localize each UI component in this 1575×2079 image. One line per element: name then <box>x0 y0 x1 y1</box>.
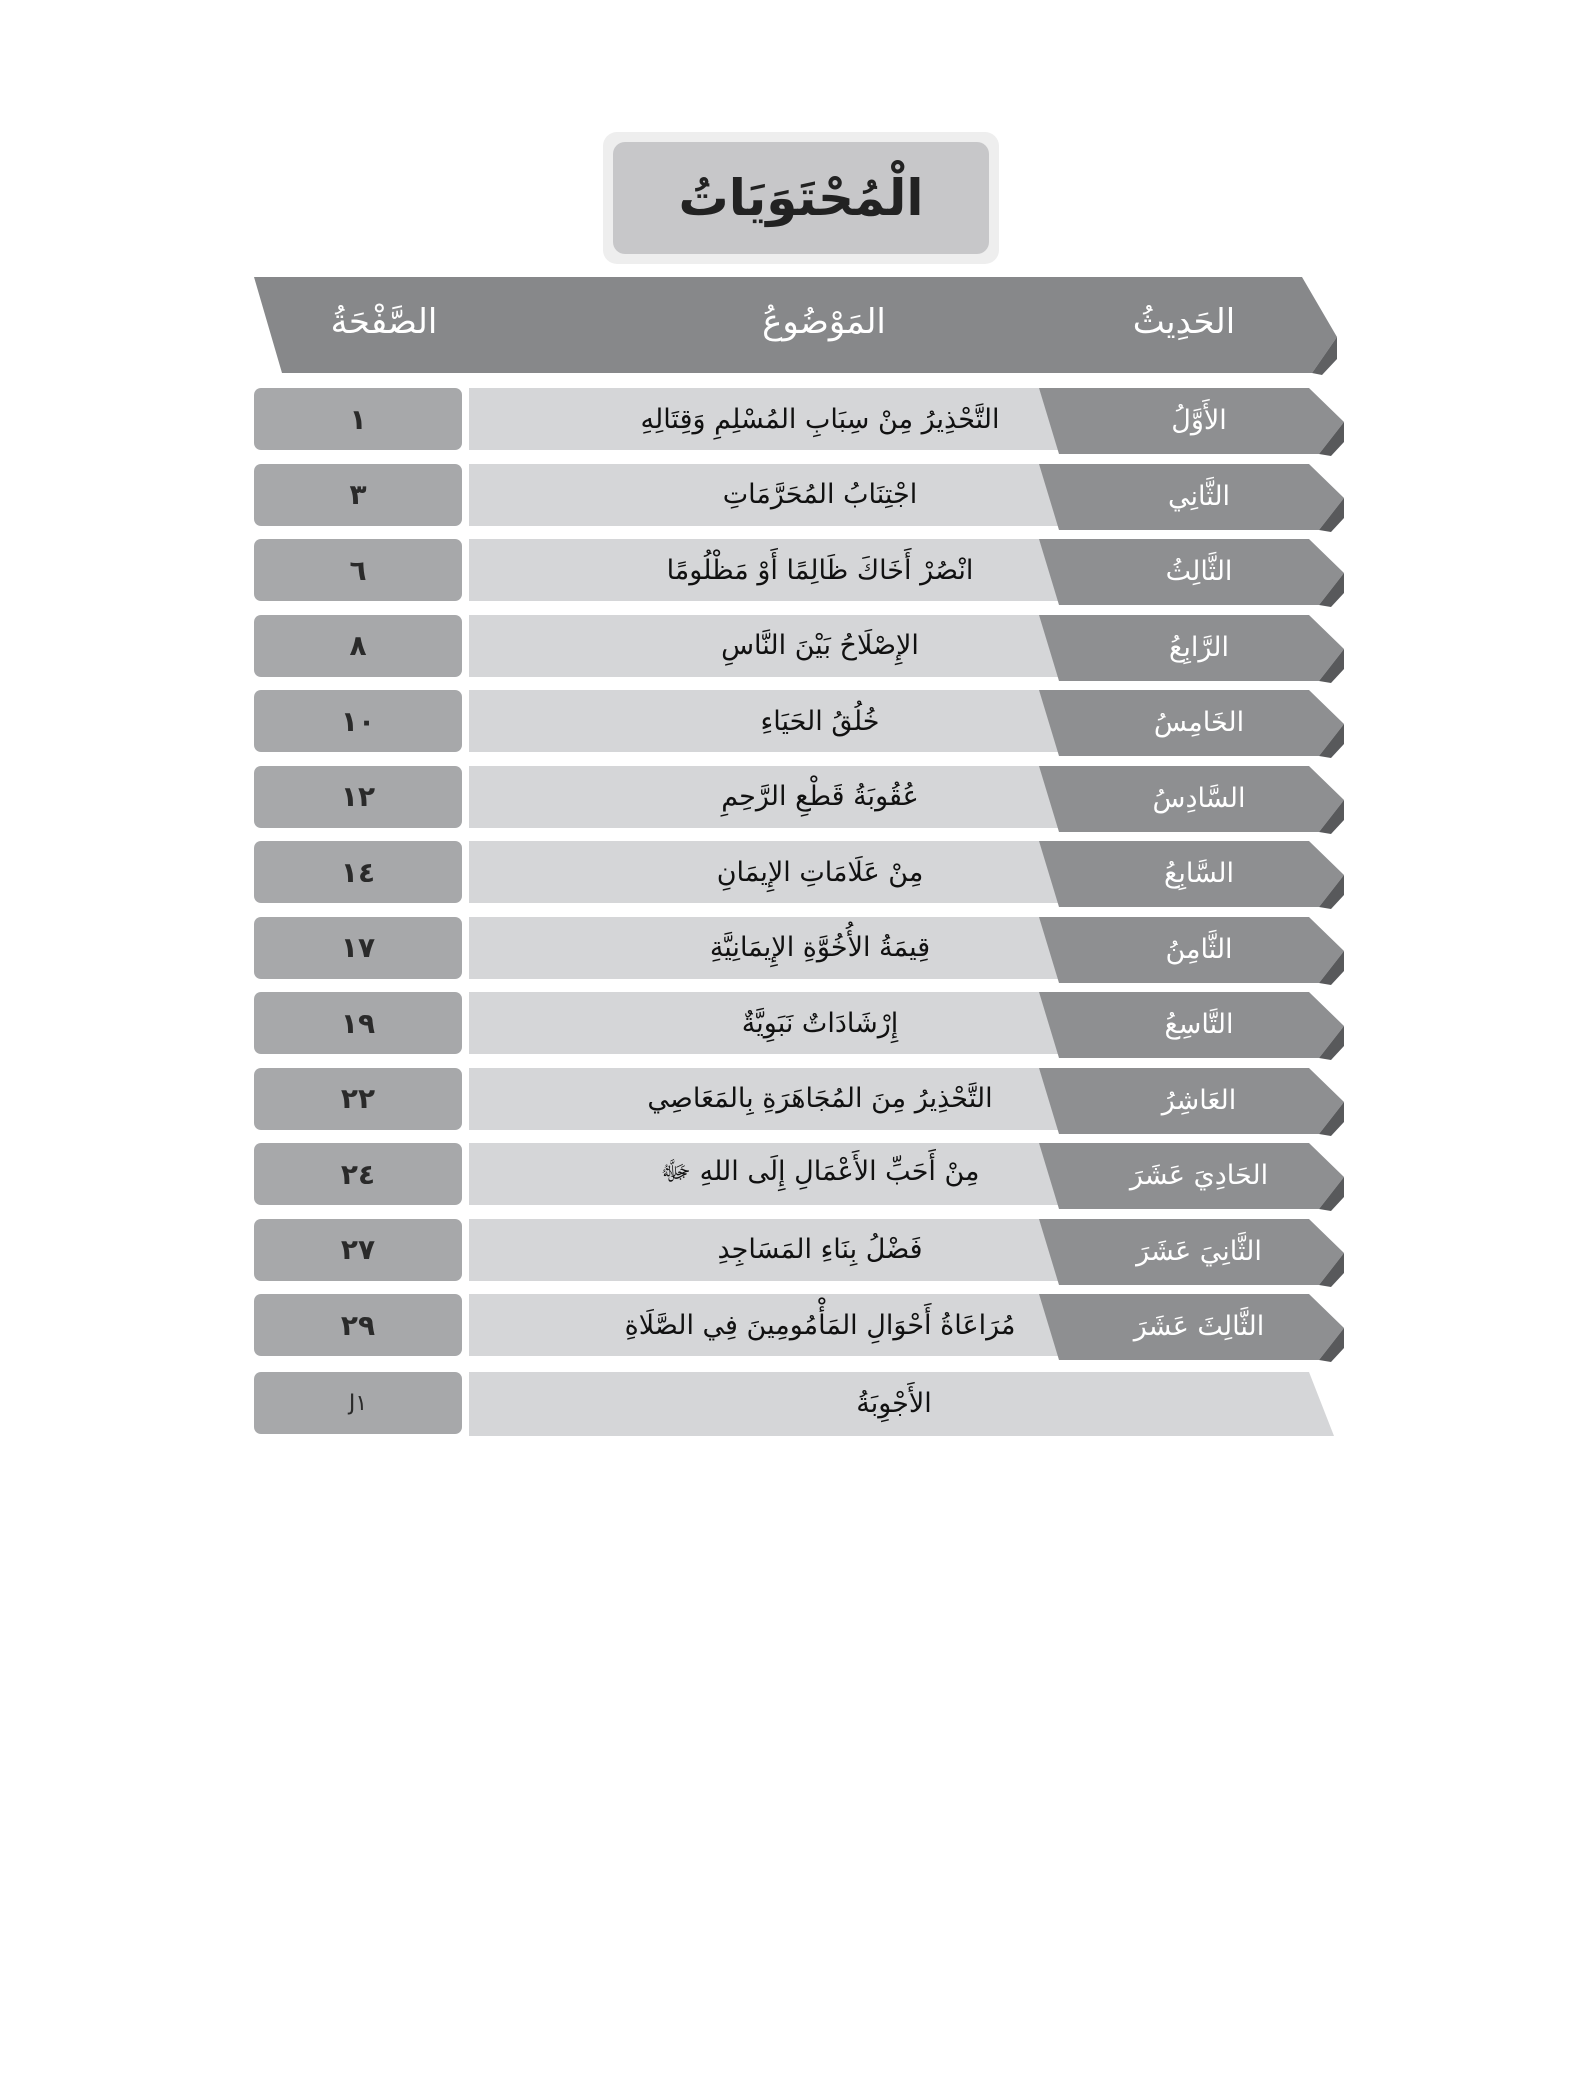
row-topic: إِرْشَادَاتٌ نَبَوِيَّةٌ <box>469 992 1151 1054</box>
row-hadith-label: الثَّالِثَ عَشَرَ <box>1133 1311 1265 1342</box>
row-hadith-ribbon <box>1039 1066 1344 1136</box>
row-topic: التَّحْذِيرُ مِنَ المُجَاهَرَةِ بِالمَعَاصِي <box>469 1068 1151 1130</box>
table-row[interactable] <box>254 839 1344 909</box>
row-hadith-ribbon <box>1039 537 1344 607</box>
row-hadith-label: الرَّابِعُ <box>1168 631 1229 663</box>
row-topic: قِيمَةُ الأُخُوَّةِ الإِيمَانِيَّةِ <box>469 917 1151 979</box>
table-row[interactable] <box>254 764 1344 834</box>
header-topic-label: المَوْضُوعُ <box>762 302 886 342</box>
row-topic: عُقُوبَةُ قَطْعِ الرَّحِمِ <box>469 766 1151 828</box>
answers-page-number: J١ <box>254 1372 462 1434</box>
row-page-number: ١٠ <box>254 690 462 752</box>
title-badge <box>603 132 999 264</box>
row-hadith-label: الثَّامِنُ <box>1165 933 1233 965</box>
row-hadith-label: الثَّانِيَ عَشَرَ <box>1136 1235 1262 1267</box>
row-hadith-ribbon <box>1039 990 1344 1060</box>
row-topic: مُرَاعَاةُ أَحْوَالِ المَأْمُومِينَ فِي الصَّلَاةِ <box>469 1294 1151 1356</box>
row-page-number: ٣ <box>254 464 462 526</box>
table-row[interactable] <box>254 386 1344 456</box>
table-row[interactable] <box>254 688 1344 758</box>
row-page-number: ١٤ <box>254 841 462 903</box>
table-row[interactable] <box>254 1141 1344 1211</box>
header-hadith-label: الحَدِيثُ <box>1132 302 1236 342</box>
row-hadith-ribbon <box>1039 764 1344 834</box>
row-topic: مِنْ أَحَبِّ الأَعْمَالِ إِلَى اللهِ ﷻ <box>469 1143 1151 1205</box>
row-hadith-ribbon <box>1039 386 1344 456</box>
row-hadith-label: الأَوَّلُ <box>1171 405 1227 436</box>
row-hadith-ribbon <box>1039 613 1344 683</box>
row-page-number: ٢٧ <box>254 1219 462 1281</box>
row-page-number: ٦ <box>254 539 462 601</box>
table-row[interactable] <box>254 1066 1344 1136</box>
row-hadith-ribbon <box>1039 688 1344 758</box>
table-row[interactable] <box>254 537 1344 607</box>
page-title: الْمُحْتَوَيَاتُ <box>613 142 989 254</box>
row-topic: فَضْلُ بِنَاءِ المَسَاجِدِ <box>469 1219 1151 1281</box>
row-topic: مِنْ عَلَامَاتِ الإِيمَانِ <box>469 841 1151 903</box>
table-row[interactable] <box>254 613 1344 683</box>
answers-topic-label: الأَجْوِبَةُ <box>856 1388 932 1419</box>
row-hadith-label: الحَادِيَ عَشَرَ <box>1129 1160 1269 1191</box>
row-page-number: ٨ <box>254 615 462 677</box>
table-row[interactable] <box>254 1217 1344 1287</box>
row-hadith-ribbon <box>1039 1217 1344 1287</box>
table-header <box>254 275 1337 375</box>
row-topic: انْصُرْ أَخَاكَ ظَالِمًا أَوْ مَظْلُومًا <box>469 539 1151 601</box>
row-page-number: ١٩ <box>254 992 462 1054</box>
row-hadith-ribbon <box>1039 1141 1344 1211</box>
row-hadith-label: الخَامِسُ <box>1153 707 1245 738</box>
row-topic: التَّحْذِيرُ مِنْ سِبَابِ المُسْلِمِ وَقِتَالِهِ <box>469 388 1151 450</box>
row-page-number: ٢٩ <box>254 1294 462 1356</box>
row-hadith-label: الثَّالِثُ <box>1165 556 1233 587</box>
table-row[interactable] <box>254 990 1344 1060</box>
row-page-number: ٢٤ <box>254 1143 462 1205</box>
row-hadith-label: الثَّانِي <box>1167 480 1231 512</box>
row-hadith-label: السَّادِسُ <box>1152 782 1246 814</box>
row-page-number: ١ <box>254 388 462 450</box>
row-page-number: ٢٢ <box>254 1068 462 1130</box>
row-topic: اجْتِنَابُ المُحَرَّمَاتِ <box>469 464 1151 526</box>
table-row[interactable] <box>254 915 1344 985</box>
table-row[interactable] <box>254 462 1344 532</box>
row-topic: الإِصْلَاحُ بَيْنَ النَّاسِ <box>469 615 1151 677</box>
row-hadith-ribbon <box>1039 915 1344 985</box>
answers-topic-cell <box>469 1372 1334 1436</box>
table-row[interactable] <box>254 1292 1344 1362</box>
row-hadith-label: التَّاسِعُ <box>1164 1009 1234 1040</box>
row-hadith-ribbon <box>1039 1292 1344 1362</box>
row-page-number: ١٧ <box>254 917 462 979</box>
header-page-label: الصَّفْحَةُ <box>330 302 438 342</box>
row-page-number: ١٢ <box>254 766 462 828</box>
row-topic: خُلُقُ الحَيَاءِ <box>469 690 1151 752</box>
answers-row[interactable] <box>254 1370 1344 1440</box>
row-hadith-ribbon <box>1039 462 1344 532</box>
row-hadith-label: العَاشِرُ <box>1161 1084 1237 1116</box>
row-hadith-label: السَّابِعُ <box>1164 858 1234 889</box>
row-hadith-ribbon <box>1039 839 1344 909</box>
